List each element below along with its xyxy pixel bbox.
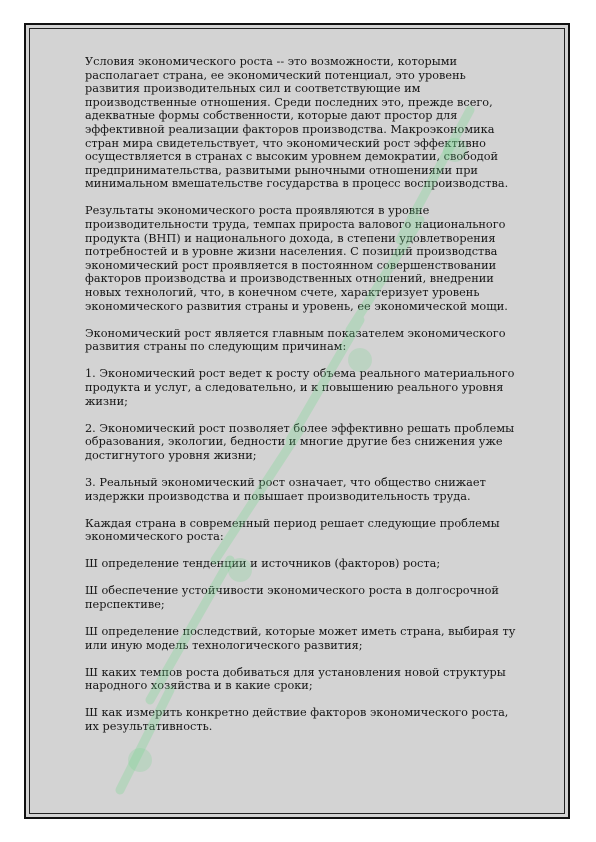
paragraph-growth-problems: Каждая страна в современный период решает следующие проблемы экономического роста: <box>85 516 500 544</box>
list-item-problem-4: Ш каких темпов роста добиваться для установления новой структуры народного хозяйства и в какие сроки; <box>85 665 506 693</box>
paragraph-growth-importance: Экономический рост является главным показателем экономического развития страны по следующим причинам: <box>85 326 506 354</box>
list-item-reason-1: 1. Экономический рост ведет к росту объема реального материального продукта и услуг, а следовательно, и к повышению реального уровня жизни; <box>85 367 515 408</box>
list-item-problem-2: Ш обеспечение устойчивости экономического роста в долгосрочной перспективе; <box>85 584 499 611</box>
paragraph-growth-conditions: Условия экономического роста -- это возможности, которыми располагает страна, ее экономический потенциал, это уровень развития производительных сил и соответствующие им производственные отношения. Среди последних это, прежде всего, адекватные формы собственности, которые дают простор для эффективной реализации факторов производства. Макроэкономика стран мира свидетельствует, что экономический рост эффективно осуществляется в странах с высоким уровнем демократии, свободой предпринимательства, развитыми рыночными отношениями при минимальном вмешательстве государства в процесс воспроизводства. <box>85 55 509 191</box>
paragraph-growth-results: Результаты экономического роста проявляются в уровне производительности труда, темпах прироста валового национального продукта (ВНП) и национального дохода, в степени удовлетворения потребностей и в уровне жизни населения. С позиций производства экономический рост проявляется в постоянном совершенствовании факторов производства и производственных отношений, внедрении новых технологий, что, в конечном счете, характеризует уровень экономического развития страны и уровень, ее экономической мощи. <box>85 204 508 313</box>
list-item-problem-5: Ш как измерить конкретно действие факторов экономического роста, их результативность. <box>85 706 509 734</box>
list-item-reason-3: 3. Реальный экономический рост означает, что общество снижает издержки производства и повышает производительность труда. <box>85 475 486 503</box>
list-item-problem-3: Ш определение последствий, которые может иметь страна, выбирая ту или иную модель технологического развития; <box>85 625 516 652</box>
page-border-outer <box>24 23 570 819</box>
document-body <box>85 55 523 747</box>
list-item-reason-2: 2. Экономический рост позволяет более эффективно решать проблемы образования, экологии, бедности и многие другие без снижения уже достигнутого уровня жизни; <box>85 421 515 462</box>
list-item-problem-1: Ш определение тенденции и источников (факторов) роста; <box>85 557 441 571</box>
